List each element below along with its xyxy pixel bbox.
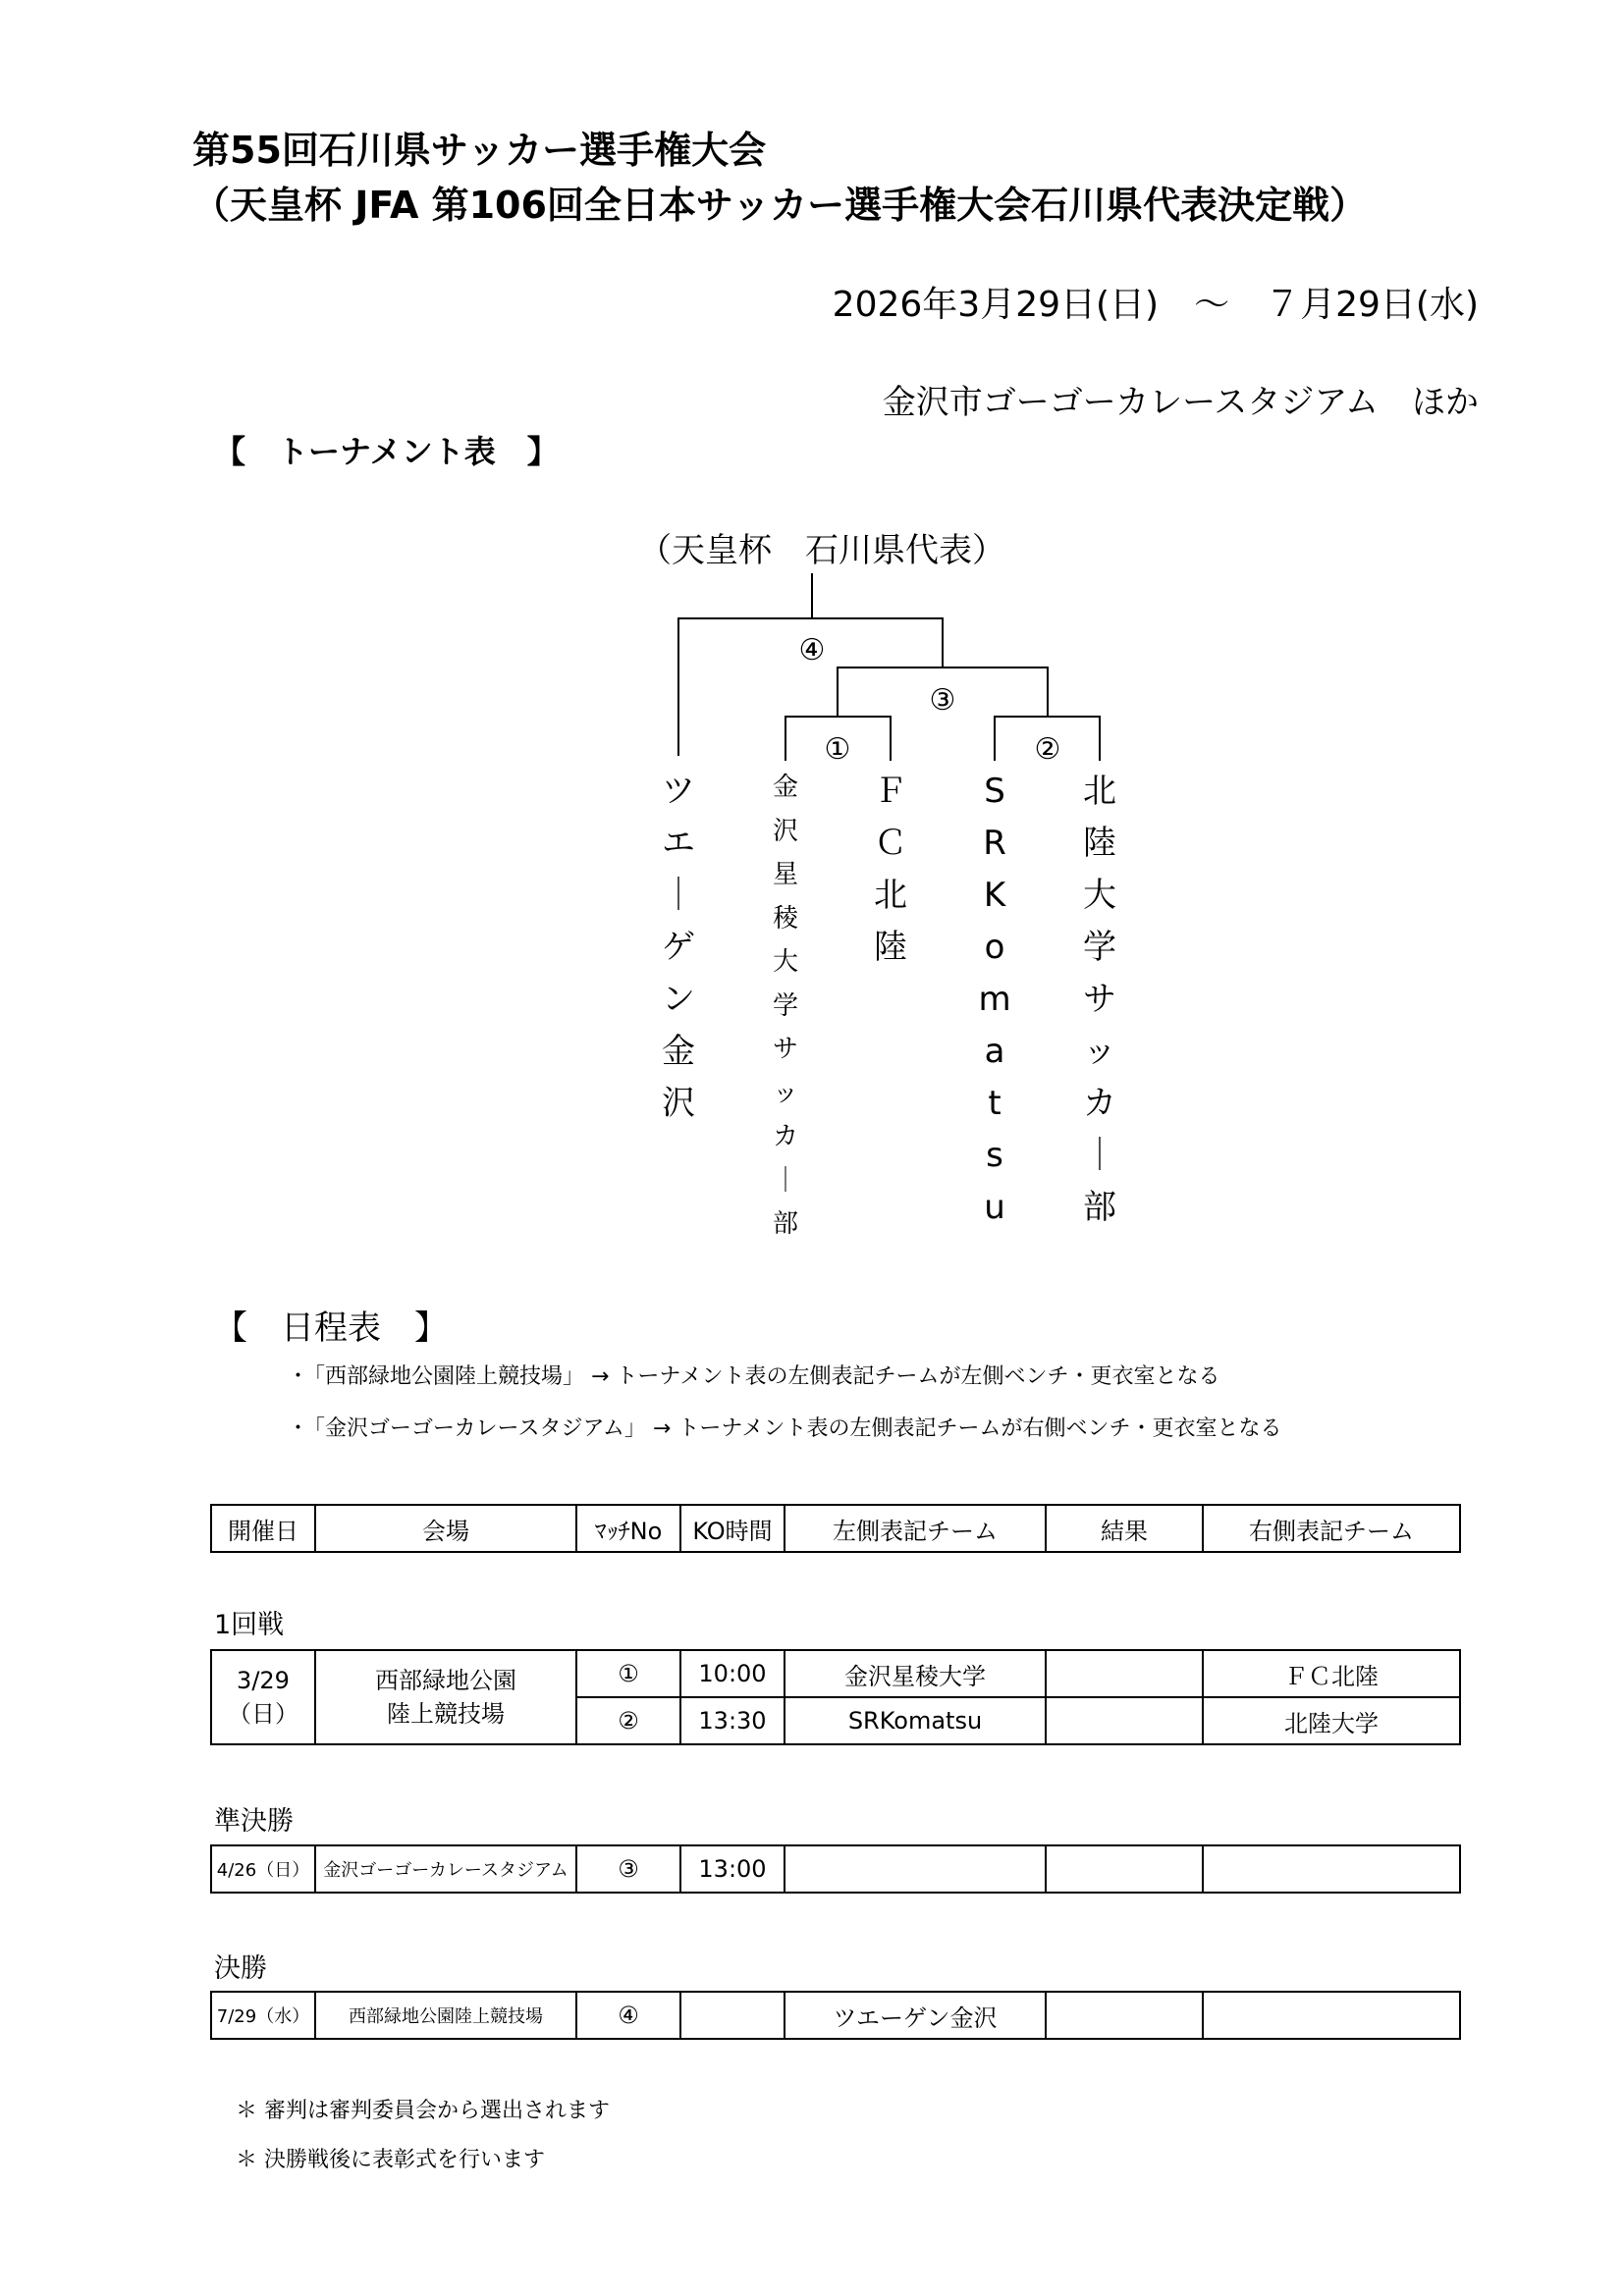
team-name-char: カ (1083, 1084, 1116, 1123)
team-name-char: 学 (772, 990, 798, 1021)
left-team: SRKomatsu (785, 1697, 1046, 1744)
footnote: ＊ 決勝戦後に表彰式を行います (236, 2148, 545, 2172)
result (1046, 1992, 1203, 2039)
left-team: ツエーゲン金沢 (785, 1992, 1046, 2039)
final-table (210, 1991, 1461, 2040)
note-line: ･「西部緑地公園陸上競技場」 → トーナメント表の左側表記チームが左側ベンチ・更衣室となる (293, 1364, 1220, 1389)
team-name-char: Ｆ (874, 772, 907, 811)
team-name-char: 学 (1083, 928, 1116, 967)
col-header-venue: 会場 (315, 1505, 576, 1552)
final-venue: 西部緑地公園陸上競技場 (315, 1992, 576, 2039)
team-name-char: R (983, 824, 1006, 863)
team-name-char: 北 (1083, 772, 1116, 811)
ko-time (680, 1992, 785, 2039)
team-name-char: 沢 (662, 1084, 695, 1123)
col-header-right-team: 右側表記チーム (1203, 1505, 1460, 1552)
team-name-char: 金 (662, 1032, 695, 1071)
match-4-label: ④ (798, 633, 826, 667)
team-name-char: ン (662, 980, 695, 1019)
col-header-date: 開催日 (211, 1505, 315, 1552)
team-name-char: ｜ (662, 876, 695, 915)
ko-time: 13:30 (680, 1697, 785, 1744)
result (1046, 1650, 1203, 1697)
round1-day: （日） (228, 1700, 298, 1728)
team-name-char: ッ (1083, 1032, 1116, 1071)
final-date: 7/29（水） (211, 1992, 315, 2039)
team-hokuriku-univ (1075, 766, 1124, 1234)
table-row (211, 1992, 1460, 2039)
table-row (211, 1650, 1460, 1697)
team-name-char: ッ (772, 1078, 798, 1108)
team-name-char: ツ (662, 772, 695, 811)
team-name-char: 北 (874, 876, 907, 915)
match-no: ② (576, 1697, 680, 1744)
right-team: 北陸大学 (1203, 1697, 1460, 1744)
col-header-left-team: 左側表記チーム (785, 1505, 1046, 1552)
team-name-char: Ｃ (874, 824, 907, 863)
venue: 金沢市ゴーゴーカレースタジアム ほか (882, 383, 1479, 422)
team-name-char: S (984, 772, 1005, 811)
team-name-char: s (986, 1136, 1003, 1175)
team-name-char: t (988, 1084, 1001, 1123)
team-name-char: 部 (1083, 1188, 1116, 1227)
team-name-char: ｜ (772, 1165, 798, 1196)
match-no: ③ (576, 1845, 680, 1893)
schedule-header: 【 日程表 】 (214, 1308, 448, 1348)
team-name-char: サ (772, 1035, 798, 1064)
team-srkomatsu (970, 766, 1019, 1234)
semifinal-label: 準決勝 (214, 1806, 294, 1837)
col-header-result: 結果 (1046, 1505, 1203, 1552)
team-name-char: 星 (772, 860, 798, 889)
schedule-header-table (210, 1504, 1461, 1553)
match-2-label: ② (1034, 732, 1061, 767)
col-header-ko-time: KO時間 (680, 1505, 785, 1552)
result (1046, 1697, 1203, 1744)
semifinal-venue: 金沢ゴーゴーカレースタジアム (315, 1845, 576, 1893)
team-zweigen (654, 766, 703, 1130)
round1-date-cell (211, 1650, 315, 1744)
tournament-header: 【 トーナメント表 】 (214, 433, 559, 470)
team-name-char: 部 (772, 1209, 798, 1239)
champion-label: （天皇杯 石川県代表） (638, 531, 1005, 570)
right-team: ＦＣ北陸 (1203, 1650, 1460, 1697)
team-name-char: a (984, 1032, 1005, 1071)
round1-venue-line2: 陸上競技場 (387, 1700, 505, 1728)
match-no: ① (576, 1650, 680, 1697)
table-row (211, 1845, 1460, 1893)
team-fc-hokuriku (866, 766, 915, 974)
footnote: ＊ 審判は審判委員会から選出されます (236, 2099, 610, 2123)
final-label: 決勝 (214, 1953, 267, 1984)
team-seiryo (761, 766, 810, 1247)
note-line: ･「金沢ゴーゴーカレースタジアム」 → トーナメント表の左側表記チームが右側ベンチ・更衣室となる (293, 1416, 1282, 1441)
semifinal-date: 4/26（日） (211, 1845, 315, 1893)
page-subtitle: （天皇杯 JFA 第106回全日本サッカー選手権大会石川県代表決定戦） (192, 184, 1368, 227)
page-title: 第55回石川県サッカー選手権大会 (192, 129, 767, 172)
team-name-char: エ (662, 824, 695, 863)
team-name-char: 陸 (1083, 824, 1116, 863)
semifinal-table (210, 1844, 1461, 1894)
match-3-label: ③ (929, 683, 956, 718)
team-name-char: K (983, 876, 1006, 915)
team-name-char: ゲ (662, 928, 695, 967)
table-row (211, 1505, 1460, 1552)
ko-time: 10:00 (680, 1650, 785, 1697)
round1-table (210, 1649, 1461, 1745)
result (1046, 1845, 1203, 1893)
col-header-match-no: ﾏｯﾁNo (576, 1505, 680, 1552)
round1-label: 1回戦 (214, 1610, 285, 1640)
team-name-char: m (978, 980, 1011, 1019)
match-no: ④ (576, 1992, 680, 2039)
team-name-char: 金 (772, 773, 798, 802)
team-name-char: サ (1083, 980, 1116, 1019)
left-team: 金沢星稜大学 (785, 1650, 1046, 1697)
team-name-char: 陸 (874, 928, 907, 967)
round1-venue-cell (315, 1650, 576, 1744)
date-range: 2026年3月29日(日) ～ ７月29日(水) (832, 285, 1479, 325)
team-name-char: 沢 (772, 816, 798, 846)
team-name-char: 稜 (772, 903, 798, 934)
team-name-char: o (984, 928, 1005, 967)
ko-time: 13:00 (680, 1845, 785, 1893)
team-name-char: ｜ (1083, 1136, 1116, 1175)
left-team (785, 1845, 1046, 1893)
team-name-char: カ (772, 1122, 798, 1151)
team-name-char: u (984, 1188, 1005, 1227)
match-1-label: ① (824, 732, 851, 767)
team-name-char: 大 (772, 947, 798, 977)
team-name-char: 大 (1083, 876, 1116, 915)
right-team (1203, 1992, 1460, 2039)
round1-venue-line1: 西部緑地公園 (375, 1667, 516, 1694)
round1-date: 3/29 (237, 1667, 290, 1694)
right-team (1203, 1845, 1460, 1893)
